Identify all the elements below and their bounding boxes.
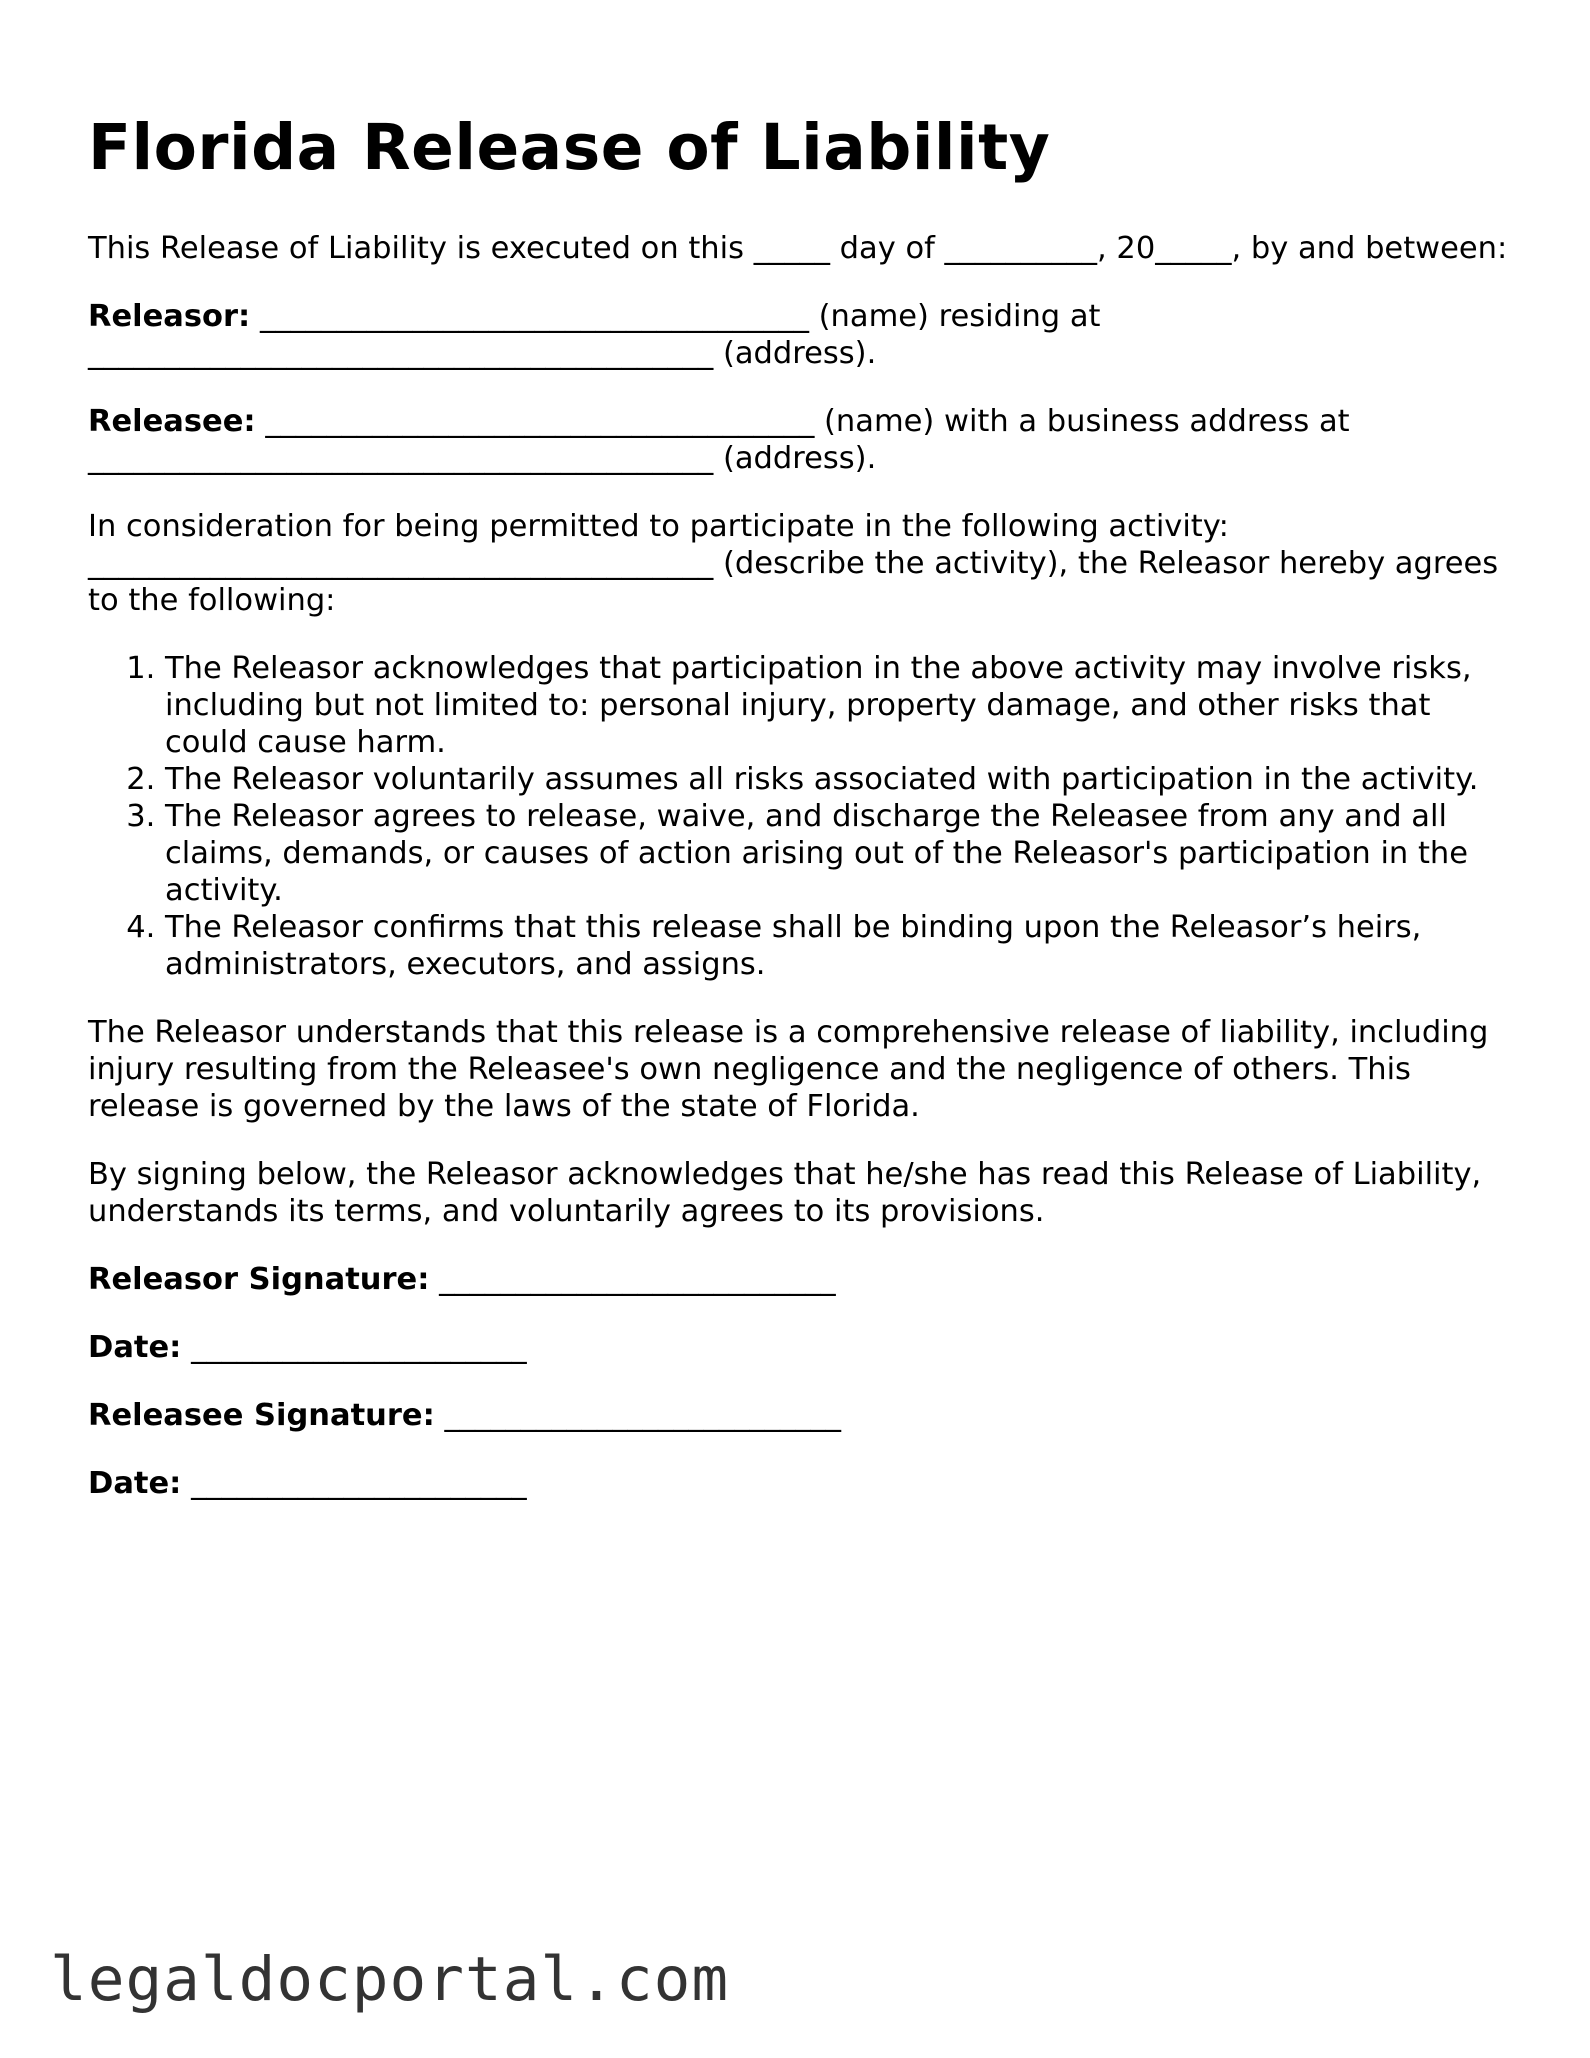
blank-day[interactable]: _____ xyxy=(753,231,830,266)
releasee-name-text: (name) with a business address at xyxy=(814,404,1350,439)
releasee-signature-line xyxy=(88,1397,1508,1434)
term-item: 3. The Releasor agrees to release, waive, and discharge the Releasee from any and all claims, demands, or causes of action arising out of the Releasor's participation in the activity. xyxy=(165,798,1508,909)
releasor-paragraph xyxy=(88,298,1508,372)
releasor-name-text: (name) residing at xyxy=(808,299,1101,334)
releasor-signature-label: Releasor Signature: xyxy=(88,1262,430,1297)
term-item: 4. The Releasor confirms that this release shall be binding upon the Releasor’s heirs, administrators, executors, and assigns. xyxy=(165,909,1508,983)
consideration-tail: (describe the activity), the Releasor hereby agrees to the following: xyxy=(88,546,1499,618)
consideration-lead: In consideration for being permitted to participate in the following activity: xyxy=(88,509,1229,544)
intro-paragraph xyxy=(88,230,1508,267)
site-watermark: legaldocportal.com xyxy=(50,1944,730,2015)
releasor-date-line xyxy=(88,1329,1508,1366)
releasor-address-text: (address). xyxy=(713,336,877,371)
intro-text-3: , 20 xyxy=(1097,231,1156,266)
blank-year[interactable]: _____ xyxy=(1155,231,1232,266)
intro-text-2: day of xyxy=(829,231,945,266)
releasee-label: Releasee: xyxy=(88,404,256,439)
releasor-signature-blank[interactable]: __________________________ xyxy=(439,1262,836,1297)
terms-list xyxy=(88,650,1508,983)
blank-month[interactable]: __________ xyxy=(944,231,1098,266)
date-label: Date: xyxy=(88,1330,182,1365)
consideration-paragraph xyxy=(88,508,1508,619)
releasor-date-blank[interactable]: ______________________ xyxy=(191,1330,527,1365)
releasee-signature-label: Releasee Signature: xyxy=(88,1398,435,1433)
releasee-name-blank[interactable]: ____________________________________ xyxy=(265,404,815,439)
releasor-address-blank[interactable]: _________________________________________ xyxy=(88,336,714,371)
term-item: 1. The Releasor acknowledges that participation in the above activity may involve risks, including but not limited to: personal injury, property damage, and other risks that could cause harm. xyxy=(165,650,1508,761)
term-item: 2. The Releasor voluntarily assumes all risks associated with participation in the activity. xyxy=(165,761,1508,798)
document-title: Florida Release of Liability xyxy=(88,111,1051,184)
activity-blank[interactable]: _________________________________________ xyxy=(88,546,714,581)
intro-text-4: , by and between: xyxy=(1231,231,1508,266)
releasee-signature-blank[interactable]: __________________________ xyxy=(444,1398,842,1433)
releasee-date-line xyxy=(88,1465,1508,1502)
releasor-name-blank[interactable]: ____________________________________ xyxy=(259,299,809,334)
releasor-label: Releasor: xyxy=(88,299,251,334)
releasee-paragraph xyxy=(88,403,1508,477)
document-page xyxy=(88,108,1508,1533)
releasor-signature-line xyxy=(88,1261,1508,1298)
releasee-address-blank[interactable]: _________________________________________ xyxy=(88,441,714,476)
intro-text-1: This Release of Liability is executed on this xyxy=(88,231,754,266)
releasee-date-blank[interactable]: ______________________ xyxy=(191,1466,527,1501)
date-label: Date: xyxy=(88,1466,182,1501)
releasee-address-text: (address). xyxy=(713,441,877,476)
acknowledgment-paragraph: By signing below, the Releasor acknowledges that he/she has read this Release of Liability, understands its terms, and voluntarily agrees to its provisions. xyxy=(88,1157,1482,1229)
comprehensive-paragraph: The Releasor understands that this release is a comprehensive release of liability, including injury resulting from the Releasee's own negligence and the negligence of others. This release is governed by the laws of the state of Florida. xyxy=(88,1015,1489,1124)
